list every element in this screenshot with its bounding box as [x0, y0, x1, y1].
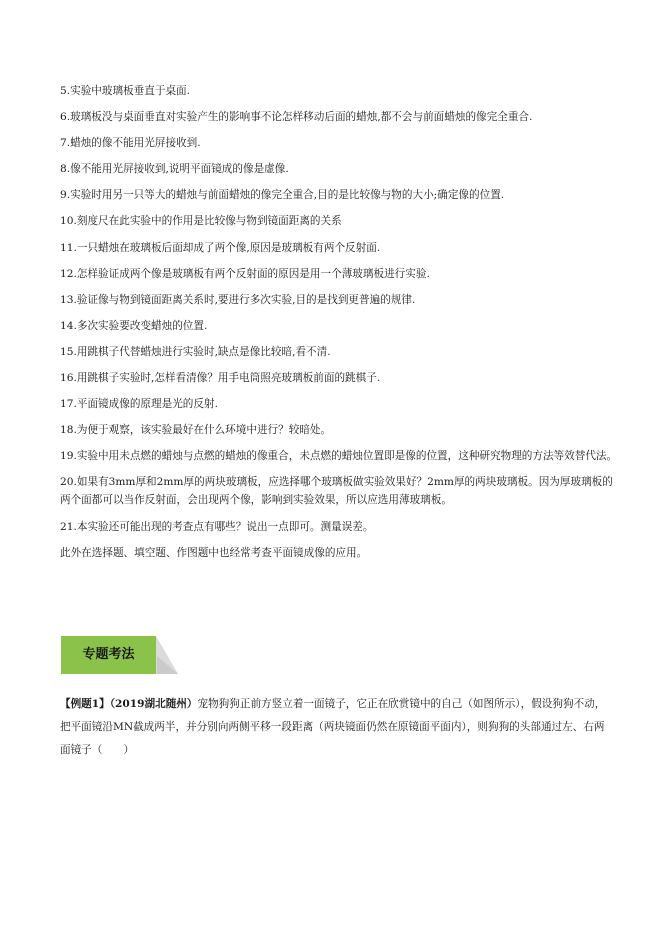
experiment-points-list: [60, 82, 620, 562]
list-item: 6.玻璃板没与桌面垂直对实验产生的影响事不论怎样移动后面的蜡烛,都不会与前面蜡烛的像完全重合.: [60, 111, 533, 124]
list-item: 9.实验时用另一只等大的蜡烛与前面蜡烛的像完全重合,目的是比较像与物的大小;确定像的位置.: [60, 189, 505, 202]
list-item: 10.刻度尺在此实验中的作用是比较像与物到镜面距离的关系: [60, 215, 342, 228]
list-item: 15.用跳棋子代替蜡烛进行实验时,缺点是像比较暗,看不清.: [60, 345, 331, 358]
closing-note: 此外在选择题、填空题、作图题中也经常考查平面镜成像的应用。: [60, 546, 368, 559]
list-item: 16.用跳棋子实验时,怎样看清像？用手电筒照亮玻璃板前面的跳棋子.: [60, 372, 381, 385]
list-item: 18.为便于观察，该实验最好在什么环境中进行？较暗处。: [60, 424, 332, 437]
example-text: 宠物狗狗正前方竖立着一面镜子，它正在欣赏镜中的自己（如图所示），假设狗狗不动，把平面镜沿MN截成两半，并分别向两侧平移一段距离（两块镜面仍然在原镜面平面内），则狗狗的头部通过左、右两面镜子（ ）: [60, 698, 606, 756]
section-title: 专题考法: [82, 647, 135, 662]
list-item: 21.本实验还可能出现的考查点有哪些？说出一点即可。测量误差。: [60, 520, 374, 533]
list-item: 7.蜡烛的像不能用光屏接收到.: [60, 137, 201, 150]
list-item: 17.平面镜成像的原理是光的反射.: [60, 398, 218, 411]
list-item: 19.实验中用未点燃的蜡烛与点燃的蜡烛的像重合，未点燃的蜡烛位置即是像的位置，这种研究物理的方法等效替代法。: [60, 450, 618, 463]
list-item: 13.验证像与物到镜面距离关系时,要进行多次实验,目的是找到更普遍的规律.: [60, 293, 416, 306]
list-item: 8.像不能用光屏接收到,说明平面镜成的像是虚像.: [60, 163, 289, 176]
list-item: 20.如果有3mm厚和2mm厚的两块玻璃板，应选择哪个玻璃板做实验效果好？2mm厚的两块玻璃板。因为厚玻璃板的两个面都可以当作反射面，会出现两个像，影响到实验效果，所以应选用薄玻璃板。: [60, 476, 613, 507]
list-item: 11.一只蜡烛在玻璃板后面却成了两个像,原因是玻璃板有两个反射面.: [60, 241, 381, 254]
list-item: 12.怎样验证成两个像是玻璃板有两个反射面的原因是用一个薄玻璃板进行实验.: [60, 267, 430, 280]
example-tag: 【例题1】（2019湖北随州）: [60, 698, 198, 710]
section-banner: [61, 636, 178, 676]
list-item: 5.实验中玻璃板垂直于桌面.: [60, 85, 191, 97]
example-question: [60, 693, 608, 762]
list-item: 14.多次实验要改变蜡烛的位置.: [60, 319, 208, 332]
